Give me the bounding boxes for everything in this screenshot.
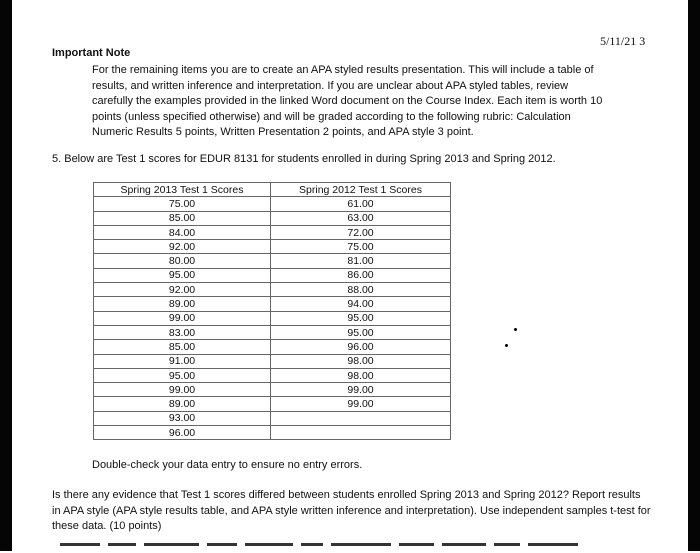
table-header-row bbox=[94, 183, 451, 197]
table-row bbox=[94, 325, 451, 339]
cell-spring-2012: 99.00 bbox=[271, 397, 451, 411]
question-5-prompt: 5. Below are Test 1 scores for EDUR 8131 for students enrolled in during Spring 2013 and Spring 2012. bbox=[52, 153, 556, 165]
table-row bbox=[94, 197, 451, 211]
cut-off-next-line bbox=[60, 543, 620, 553]
cell-spring-2012: 95.00 bbox=[271, 311, 451, 325]
table-row bbox=[94, 340, 451, 354]
cell-spring-2012: 99.00 bbox=[271, 383, 451, 397]
table-row bbox=[94, 311, 451, 325]
header-spring-2012: Spring 2012 Test 1 Scores bbox=[271, 183, 451, 197]
cell-spring-2013: 80.00 bbox=[94, 254, 271, 268]
table-row bbox=[94, 354, 451, 368]
cell-spring-2012: 61.00 bbox=[271, 197, 451, 211]
note-body: For the remaining items you are to create an APA styled results presentation. This will include a table of results, and written inference and interpretation. If you are unclear about APA styled tables, review carefully the examples provided in the linked Word document on the Course Index. Each item is worth 10 points (unless specified otherwise) and will be graded according to the following rubric: Calculation Numeric Results 5 points, Written Presentation 2 points, and APA style 3 point. bbox=[92, 64, 603, 138]
cell-spring-2013: 91.00 bbox=[94, 354, 271, 368]
cell-spring-2013: 75.00 bbox=[94, 197, 271, 211]
cell-spring-2012: 94.00 bbox=[271, 297, 451, 311]
cell-spring-2013: 93.00 bbox=[94, 411, 271, 425]
cell-spring-2013: 99.00 bbox=[94, 383, 271, 397]
cell-spring-2013: 95.00 bbox=[94, 268, 271, 282]
cell-spring-2012: 63.00 bbox=[271, 211, 451, 225]
cell-spring-2013: 99.00 bbox=[94, 311, 271, 325]
right-frame-border bbox=[688, 0, 700, 551]
table-row bbox=[94, 297, 451, 311]
table-row bbox=[94, 383, 451, 397]
cell-spring-2012: 96.00 bbox=[271, 340, 451, 354]
question-paragraph: Is there any evidence that Test 1 scores differed between students enrolled Spring 2013 and Spring 2012? Report results in APA style (APA style results table, and APA style written inference and interpretation). Use independent samples t-test for these data. (10 points) bbox=[52, 489, 651, 532]
table-row bbox=[94, 240, 451, 254]
scores-table bbox=[93, 182, 451, 440]
table-row bbox=[94, 426, 451, 440]
cell-spring-2013: 95.00 bbox=[94, 368, 271, 382]
cell-spring-2012: 98.00 bbox=[271, 354, 451, 368]
cell-spring-2013: 89.00 bbox=[94, 397, 271, 411]
cell-spring-2013: 85.00 bbox=[94, 211, 271, 225]
cell-spring-2012: 72.00 bbox=[271, 225, 451, 239]
table-row bbox=[94, 211, 451, 225]
table-row bbox=[94, 225, 451, 239]
table-row bbox=[94, 268, 451, 282]
cell-spring-2012: 86.00 bbox=[271, 268, 451, 282]
cell-spring-2013: 92.00 bbox=[94, 283, 271, 297]
stray-dot bbox=[505, 344, 508, 347]
cell-spring-2013: 83.00 bbox=[94, 325, 271, 339]
cell-spring-2013: 96.00 bbox=[94, 426, 271, 440]
table-row bbox=[94, 397, 451, 411]
table-row bbox=[94, 411, 451, 425]
cell-spring-2013: 89.00 bbox=[94, 297, 271, 311]
header-spring-2013: Spring 2013 Test 1 Scores bbox=[94, 183, 271, 197]
left-frame-border bbox=[0, 0, 12, 551]
cell-spring-2012 bbox=[271, 411, 451, 425]
stray-dot bbox=[514, 328, 517, 331]
cell-spring-2012: 88.00 bbox=[271, 283, 451, 297]
cell-spring-2012: 95.00 bbox=[271, 325, 451, 339]
cell-spring-2013: 92.00 bbox=[94, 240, 271, 254]
cell-spring-2012: 75.00 bbox=[271, 240, 451, 254]
table-row bbox=[94, 368, 451, 382]
cell-spring-2012: 81.00 bbox=[271, 254, 451, 268]
table-row bbox=[94, 283, 451, 297]
page-date-number: 5/11/21 3 bbox=[600, 34, 646, 48]
note-title: Important Note bbox=[52, 47, 131, 59]
cell-spring-2013: 84.00 bbox=[94, 225, 271, 239]
double-check-note: Double-check your data entry to ensure no entry errors. bbox=[92, 459, 363, 471]
cell-spring-2012: 98.00 bbox=[271, 368, 451, 382]
table-row bbox=[94, 254, 451, 268]
cell-spring-2012 bbox=[271, 426, 451, 440]
cell-spring-2013: 85.00 bbox=[94, 340, 271, 354]
